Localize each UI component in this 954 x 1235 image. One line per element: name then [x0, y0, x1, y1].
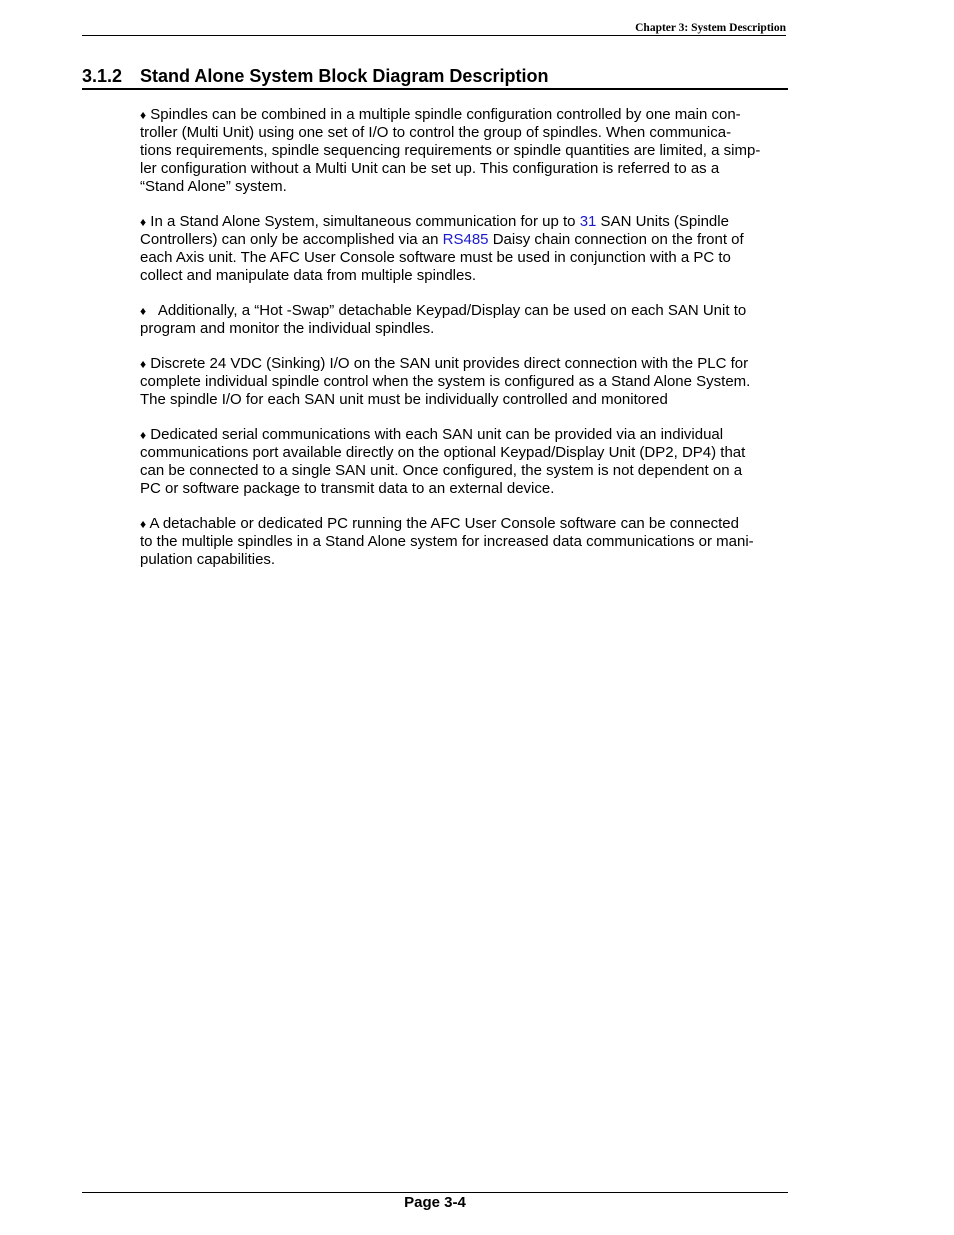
text-line: troller (Multi Unit) using one set of I/O to control the group of spindles. When communica-: [140, 124, 732, 141]
text-line: ♦ Dedicated serial communications with each SAN unit can be provided via an individual: [140, 426, 724, 443]
text-line: program and monitor the individual spindles.: [140, 320, 435, 337]
section-title: Stand Alone System Block Diagram Description: [140, 66, 549, 86]
text-line: ♦ In a Stand Alone System, simultaneous communication for up to 31 SAN Units (Spindle: [140, 213, 729, 230]
text-line: pulation capabilities.: [140, 551, 276, 568]
bullet-icon: ♦: [140, 357, 147, 371]
text-line: ♦ Additionally, a “Hot -Swap” detachable Keypad/Display can be used on each SAN Unit to: [140, 302, 747, 319]
text-line: “Stand Alone” system.: [140, 178, 287, 195]
text-line: The spindle I/O for each SAN unit must be individually controlled and monitored: [140, 391, 668, 408]
footer-rule: [82, 1192, 788, 1193]
text-line: communications port available directly on the optional Keypad/Display Unit (DP2, DP4) that: [140, 444, 746, 461]
bullet-icon: ♦: [140, 215, 147, 229]
section-number: 3.1.2: [82, 66, 123, 86]
bullet-icon: ♦: [140, 108, 147, 122]
text-line: complete individual spindle control when the system is configured as a Stand Alone System.: [140, 373, 751, 390]
paragraph-serial-communications: [140, 426, 788, 498]
text-line: ♦ Discrete 24 VDC (Sinking) I/O on the SAN unit provides direct connection with the PLC for: [140, 355, 749, 372]
text-line: PC or software package to transmit data to an external device.: [140, 480, 555, 497]
body-text: [140, 106, 788, 586]
paragraph-spindle-configuration: [140, 106, 788, 196]
bullet-icon: ♦: [140, 304, 147, 318]
paragraph-discrete-io: [140, 355, 788, 409]
paragraph-hot-swap: [140, 302, 788, 338]
bullet-icon: ♦: [140, 428, 147, 442]
text-line: ♦ A detachable or dedicated PC running the AFC User Console software can be connected: [140, 515, 739, 532]
link-rs485[interactable]: RS485: [442, 231, 489, 248]
paragraph-communication: [140, 213, 788, 285]
link-31[interactable]: 31: [579, 213, 597, 230]
page-number: Page 3-4: [404, 1194, 466, 1211]
text-line: ♦ Spindles can be combined in a multiple spindle configuration controlled by one main con-: [140, 106, 741, 123]
text-line: Controllers) can only be accomplished via an RS485 Daisy chain connection on the front of: [140, 231, 744, 248]
running-header: Chapter 3: System Description: [82, 22, 786, 36]
paragraph-user-console-pc: [140, 515, 788, 569]
text-line: collect and manipulate data from multiple spindles.: [140, 267, 477, 284]
text-line: tions requirements, spindle sequencing requirements or spindle quantities are limited, a simp-: [140, 142, 761, 159]
section-heading: [82, 66, 788, 90]
text-line: ler configuration without a Multi Unit can be set up. This configuration is referred to as a: [140, 160, 720, 177]
text-line: can be connected to a single SAN unit. Once configured, the system is not dependent on a: [140, 462, 743, 479]
text-line: each Axis unit. The AFC User Console software must be used in conjunction with a PC to: [140, 249, 731, 266]
text-line: to the multiple spindles in a Stand Alone system for increased data communications or mani-: [140, 533, 754, 550]
bullet-icon: ♦: [140, 517, 147, 531]
